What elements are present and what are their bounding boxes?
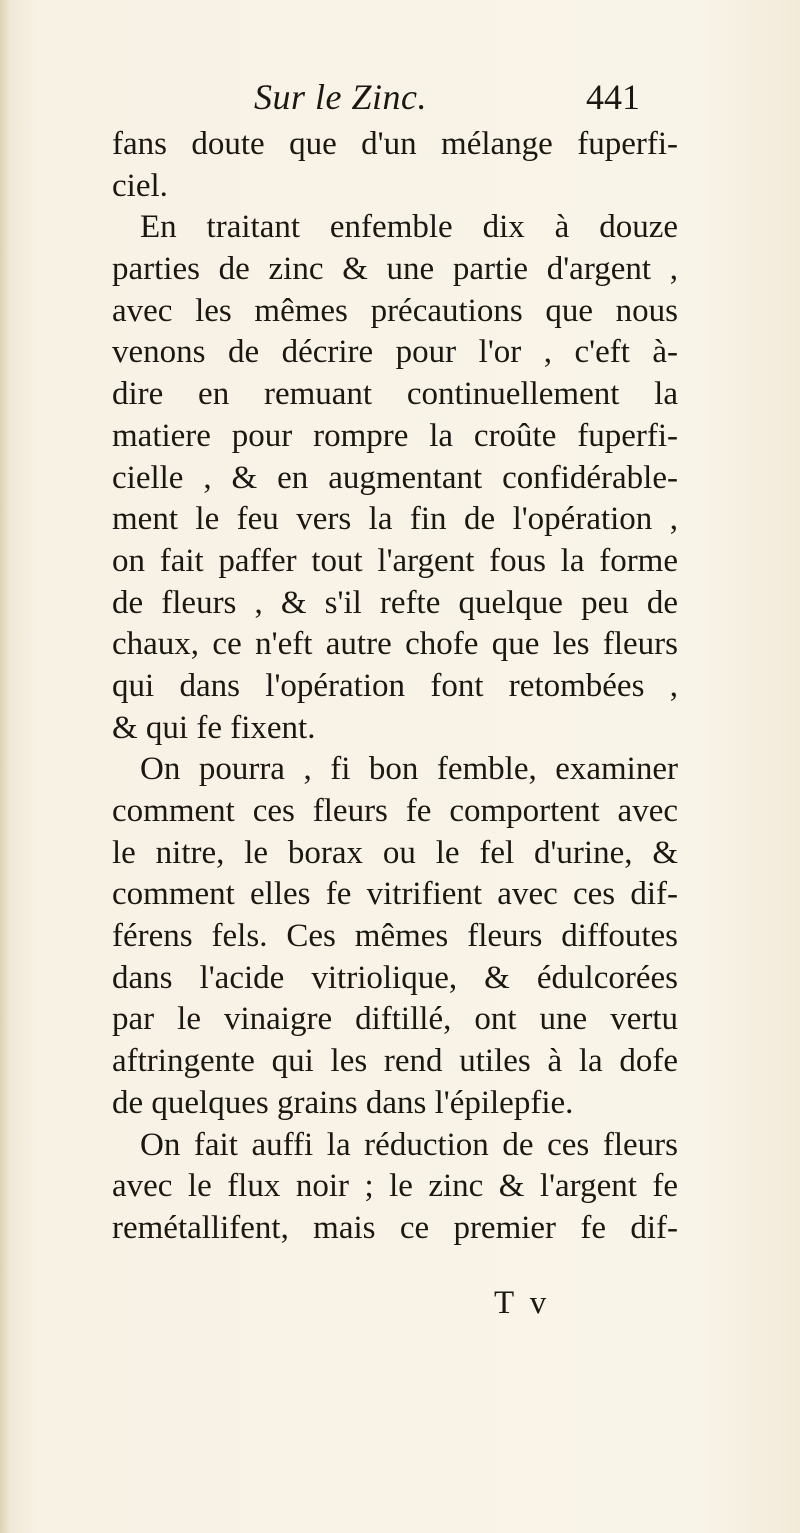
text-line: dans l'acide vitriolique, & édulcorées [112, 959, 678, 996]
text-line: fans doute que d'un mélange fuperfi- [112, 126, 678, 162]
text-line: remétallifent, mais ce premier fe dif- [112, 1209, 678, 1246]
page-number: 441 [586, 77, 640, 117]
text-line: parties de zinc & une partie d'argent , [112, 251, 678, 288]
running-head [0, 76, 800, 120]
signature-mark: T v [494, 1285, 551, 1321]
text-line: En traitant enfemble dix à douze [140, 209, 678, 246]
text-line: ciel. [112, 167, 168, 204]
text-line: férens fels. Ces mêmes fleurs diffoutes [112, 918, 678, 955]
text-line: de fleurs , & s'il refte quelque peu de [112, 584, 678, 621]
running-title: Sur le Zinc. [254, 77, 427, 117]
text-line: par le vinaigre diftillé, ont une vertu [112, 1001, 678, 1038]
text-line: On pourra , fi bon femble, examiner [140, 751, 678, 788]
text-line: comment ces fleurs fe comportent avec [112, 793, 678, 829]
text-line: avec les mêmes précautions que nous [112, 292, 678, 329]
text-line: venons de décrire pour l'or , c'eft à- [112, 334, 678, 371]
text-line: dire en remuant continuellement la [112, 376, 678, 413]
text-line: de quelques grains dans l'épilepfie. [112, 1084, 574, 1121]
text-line: on fait paffer tout l'argent fous la forme [112, 542, 678, 579]
text-line: le nitre, le borax ou le fel d'urine, & [112, 834, 678, 871]
page-gutter-shadow [0, 0, 10, 1533]
text-line: ment le feu vers la fin de l'opération , [112, 501, 678, 538]
text-line: chaux, ce n'eft autre chofe que les fleurs [112, 626, 678, 663]
body-text [112, 124, 678, 1250]
text-line: matiere pour rompre la croûte fuperfi- [112, 417, 678, 454]
text-line: avec le flux noir ; le zinc & l'argent fe [112, 1168, 678, 1205]
text-line: On fait auffi la réduction de ces fleurs [140, 1126, 678, 1163]
text-line: comment elles fe vitrifient avec ces dif- [112, 876, 678, 913]
text-line: & qui fe fixent. [112, 709, 316, 746]
text-line: qui dans l'opération font retombées , [112, 667, 678, 704]
text-line: aftringente qui les rend utiles à la dofe [112, 1043, 678, 1080]
text-line: cielle , & en augmentant confidérable- [112, 459, 678, 496]
